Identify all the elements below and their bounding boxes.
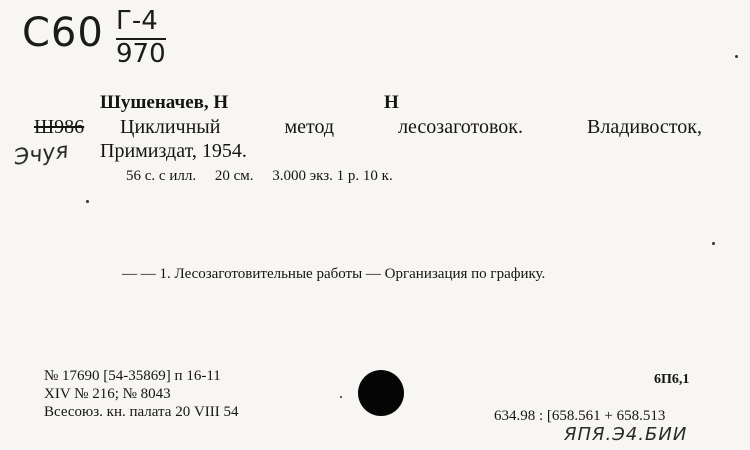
title-word: Владивосток, [587,116,702,138]
udc-code: 634.98 : [658.561 + 658.513 [494,408,666,424]
title-word: Цикличный [120,116,221,138]
call-number-main: С60 [22,10,104,56]
ink-speck [735,55,738,58]
subject-heading: — — 1. Лесозаготовительные работы — Организация по графику. [122,266,546,282]
author-extra: Н [384,92,399,113]
call-number-top: Г-4 [116,6,158,36]
ink-speck [340,396,342,398]
ink-speck [86,200,89,203]
title-line [120,116,702,139]
title-word: метод [284,116,335,138]
ink-speck [712,242,715,245]
book-chamber-line: Всесоюз. кн. палата 20 VIII 54 [44,404,239,420]
classification-code: 6П6,1 [654,372,690,387]
punch-hole [358,370,404,416]
series-number: XIV № 216; № 8043 [44,386,171,402]
struck-number: Ш986 [34,116,85,138]
call-number-bottom: 970 [116,39,166,69]
handwritten-bottom-note: ЯПЯ.Э4.БИИ [564,424,688,445]
author-heading: Шушеначев, Н [100,92,229,113]
control-number: № 17690 [54-35869] п 16-11 [44,368,221,384]
handwritten-note: Эчуя [12,138,71,171]
imprint: Примиздат, 1954. [100,140,247,162]
title-word: лесозаготовок. [398,116,524,138]
collation: 56 с. с илл. 20 см. 3.000 экз. 1 р. 10 к. [126,168,393,184]
